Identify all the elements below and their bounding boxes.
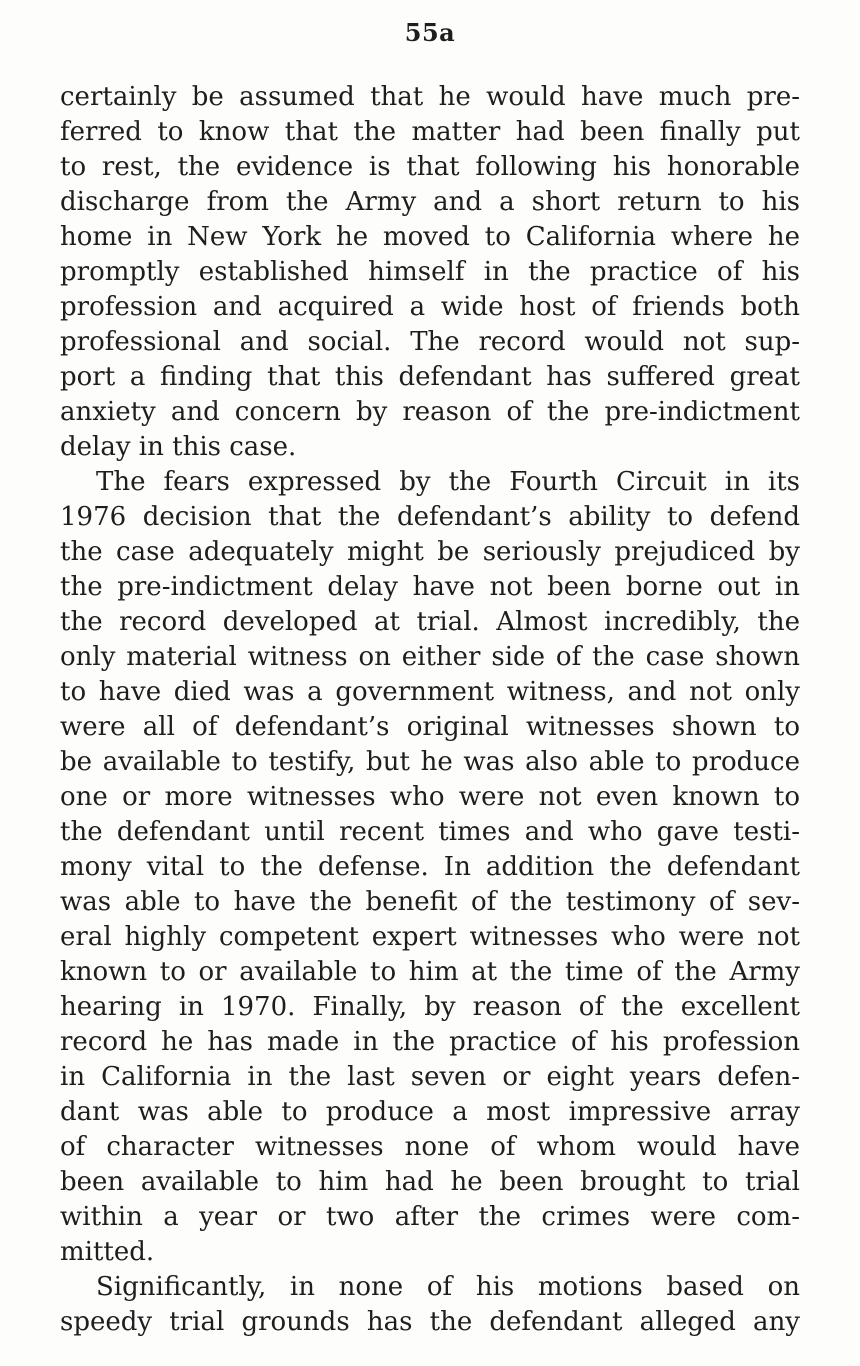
text-line: one or more witnesses who were not even known to — [60, 782, 800, 812]
text-line: was able to have the benefit of the testimony of sev- — [60, 887, 800, 917]
text-line: record he has made in the practice of his profession — [60, 1027, 800, 1057]
text-line: mitted. — [60, 1237, 155, 1267]
page-number: 55a — [404, 18, 456, 47]
text-line: were all of defendant’s original witnesses shown to — [60, 712, 800, 742]
text-line: 1976 decision that the defendant’s ability to defend — [60, 502, 800, 532]
body-text — [60, 80, 800, 1340]
text-line: the defendant until recent times and who gave testi- — [60, 817, 800, 847]
text-line: eral highly competent expert witnesses who were not — [60, 922, 800, 952]
text-line: of character witnesses none of whom would have — [60, 1132, 800, 1162]
text-line: to rest, the evidence is that following his honorable — [60, 152, 800, 182]
text-line: anxiety and concern by reason of the pre-indictment — [60, 397, 800, 427]
text-line: home in New York he moved to California where he — [60, 222, 800, 252]
text-line: Significantly, in none of his motions based on — [96, 1272, 800, 1302]
text-line: in California in the last seven or eight years defen- — [60, 1062, 800, 1092]
paragraph-3 — [60, 1270, 800, 1340]
text-line: The fears expressed by the Fourth Circuit in its — [96, 467, 800, 497]
text-line: the pre-indictment delay have not been borne out in — [60, 572, 800, 602]
text-line: dant was able to produce a most impressive array — [60, 1097, 800, 1127]
text-line: to have died was a government witness, and not only — [60, 677, 800, 707]
text-line: hearing in 1970. Finally, by reason of the excellent — [60, 992, 800, 1022]
text-line: discharge from the Army and a short return to his — [60, 187, 800, 217]
text-line: professional and social. The record would not sup- — [60, 327, 800, 357]
text-line: delay in this case. — [60, 432, 297, 462]
text-line: the case adequately might be seriously prejudiced by — [60, 537, 800, 567]
paragraph-1 — [60, 80, 800, 465]
text-line: ferred to know that the matter had been finally put — [60, 117, 800, 147]
paragraph-2 — [60, 465, 800, 1270]
text-line: known to or available to him at the time of the Army — [60, 957, 800, 987]
text-line: port a finding that this defendant has suffered great — [60, 362, 800, 392]
text-line: mony vital to the defense. In addition the defendant — [60, 852, 800, 882]
text-line: the record developed at trial. Almost incredibly, the — [60, 607, 800, 637]
text-line: only material witness on either side of the case shown — [60, 642, 800, 672]
text-line: promptly established himself in the practice of his — [60, 257, 800, 287]
text-line: certainly be assumed that he would have much pre- — [60, 82, 800, 112]
text-line: profession and acquired a wide host of friends both — [60, 292, 800, 322]
text-line: speedy trial grounds has the defendant alleged any — [60, 1307, 800, 1337]
text-line: been available to him had he been brought to trial — [60, 1167, 800, 1197]
text-line: be available to testify, but he was also able to produce — [60, 747, 800, 777]
text-line: within a year or two after the crimes were com- — [60, 1202, 800, 1232]
